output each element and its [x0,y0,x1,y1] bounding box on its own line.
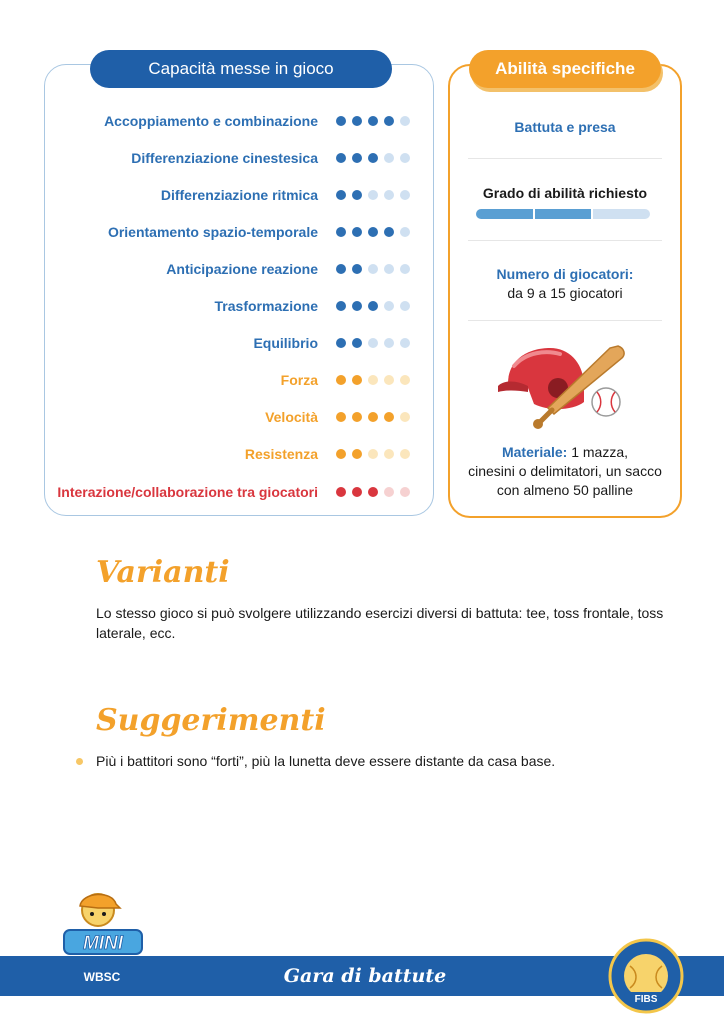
level-dot [352,338,362,348]
suggerimento-item: Più i battitori sono “forti”, più la lunetta deve essere distante da casa base. [96,753,556,769]
grado-segment [476,209,533,219]
level-dot [400,301,410,311]
level-dot [368,190,378,200]
varianti-title: Varianti [96,555,230,590]
capacita-row [50,295,410,317]
capacita-label: Differenziazione ritmica [160,187,318,203]
capacita-label: Equilibrio [253,335,318,351]
level-dot [400,153,410,163]
level-dot [336,375,346,385]
level-dot [336,190,346,200]
capacita-level [336,338,410,348]
capacita-label: Anticipazione reazione [166,261,318,277]
level-dot [336,487,346,497]
level-dot [352,487,362,497]
fibs-logo [606,936,686,1016]
level-dot [400,375,410,385]
capacita-row [50,221,410,243]
capacita-row [50,332,410,354]
level-dot [384,116,394,126]
fibs-logo-text: FIBS [634,994,658,1005]
wbsc-label: WBSC [83,970,121,984]
level-dot [336,227,346,237]
level-dot [352,264,362,274]
level-dot [352,449,362,459]
capacita-label: Interazione/collaborazione tra giocatori [57,484,318,500]
level-dot [368,227,378,237]
helmet-bat-ball-illustration [494,340,630,430]
level-dot [336,449,346,459]
capacita-level [336,375,410,385]
level-dot [336,338,346,348]
level-dot [400,190,410,200]
level-dot [368,487,378,497]
giocatori-label: Numero di giocatori: [496,266,634,282]
separator [468,158,662,159]
level-dot [384,375,394,385]
suggerimenti-title: Suggerimenti [96,703,326,738]
capacita-row [50,443,410,465]
capacita-label: Velocità [265,409,318,425]
grado-label: Grado di abilità richiesto [482,185,648,201]
mini-logo [58,888,148,966]
capacita-title: Capacità messe in gioco [90,50,392,88]
level-dot [400,264,410,274]
level-dot [352,227,362,237]
level-dot [384,412,394,422]
separator [468,320,662,321]
abilita-skill: Battuta e presa [514,119,616,135]
capacita-row [50,110,410,132]
materiale-line2: cinesini o delimitatori, un sacco [468,463,662,479]
baseball-icon [592,388,620,416]
level-dot [336,301,346,311]
level-dot [384,153,394,163]
capacita-label: Differenziazione cinestesica [131,150,318,166]
level-dot [384,449,394,459]
capacita-level [336,264,410,274]
capacita-level [336,412,410,422]
level-dot [352,375,362,385]
level-dot [368,153,378,163]
capacita-level [336,116,410,126]
level-dot [384,264,394,274]
level-dot [400,116,410,126]
materiale-line1: 1 mazza, [571,444,629,460]
capacita-row [50,406,410,428]
level-dot [352,301,362,311]
level-dot [336,264,346,274]
capacita-level [336,153,410,163]
level-dot [384,190,394,200]
level-dot [352,153,362,163]
level-dot [400,412,410,422]
capacita-row [50,184,410,206]
level-dot [368,116,378,126]
footer-title: Gara di battute [283,965,447,987]
level-dot [368,449,378,459]
capacita-row [50,258,410,280]
level-dot [400,227,410,237]
level-dot [384,338,394,348]
level-dot [336,153,346,163]
capacita-level [336,487,410,497]
separator [468,240,662,241]
mini-logo-text: MINI [82,933,124,954]
capacita-row [50,481,410,503]
capacita-label: Forza [280,372,318,388]
capacita-row [50,369,410,391]
varianti-text: Lo stesso gioco si può svolgere utilizzando esercizi diversi di battuta: tee, toss frontale, toss laterale, ecc. [96,605,664,641]
materiale-line3: con almeno 50 palline [496,482,634,498]
level-dot [400,487,410,497]
level-dot [368,375,378,385]
level-dot [368,301,378,311]
capacita-level [336,227,410,237]
capacita-label: Resistenza [244,446,318,462]
level-dot [400,449,410,459]
capacita-level [336,301,410,311]
materiale-text [448,443,682,500]
grado-level-bar [476,209,650,219]
capacita-row [50,147,410,169]
level-dot [384,487,394,497]
level-dot [352,190,362,200]
capacita-level [336,190,410,200]
level-dot [400,338,410,348]
abilita-title: Abilità specifiche [469,50,661,88]
level-dot [352,116,362,126]
level-dot [352,412,362,422]
level-dot [336,116,346,126]
grado-segment [535,209,592,219]
capacita-level [336,449,410,459]
bullet-icon [76,758,83,765]
grado-segment [593,209,650,219]
level-dot [368,412,378,422]
capacita-label: Trasformazione [214,298,318,314]
level-dot [384,227,394,237]
level-dot [336,412,346,422]
level-dot [368,338,378,348]
capacita-label: Accoppiamento e combinazione [104,113,318,129]
level-dot [384,301,394,311]
capacita-label: Orientamento spazio-temporale [107,224,318,240]
giocatori-value: da 9 a 15 giocatori [507,285,623,301]
level-dot [368,264,378,274]
materiale-label: Materiale: [501,444,568,460]
